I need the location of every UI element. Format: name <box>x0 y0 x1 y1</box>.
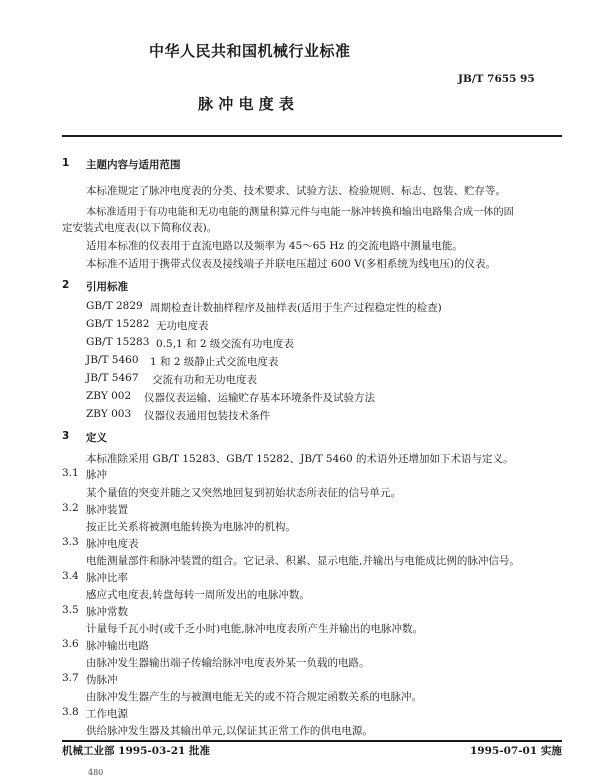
section-1-paragraph: 定安装式电度表(以下简称仪表)。 <box>62 222 218 234</box>
definition-term: 脉冲输出电路 <box>86 640 149 652</box>
section-1-paragraph: 适用本标准的仪表用于直流电路以及频率为 45～65 Hz 的交流电路中测量电能。 <box>86 240 463 252</box>
definition-term: 脉冲电度表 <box>86 538 139 550</box>
reference-code: GB/T 15282 <box>86 318 150 330</box>
implementation-line: 1995-07-01 实施 <box>470 745 562 757</box>
reference-title: 仪器仪表通用包装技术条件 <box>144 410 270 422</box>
reference-code: GB/T 2829 <box>86 300 143 312</box>
document-title: 脉 冲 电 度 表 <box>198 95 294 113</box>
definition-term: 伪脉冲 <box>86 674 118 686</box>
definition-number: 3.7 <box>62 672 79 684</box>
definition-text: 由脉冲发生器输出端子传输给脉冲电度表外某一负载的电路。 <box>86 657 370 669</box>
section-1-paragraph: 本标准不适用于携带式仪表及接线端子并联电压超过 600 V(多相系统为线电压)的仪表。 <box>86 258 496 270</box>
footer-rule <box>62 740 562 742</box>
standard-category: 中华人民共和国机械行业标准 <box>149 42 351 60</box>
section-1-paragraph: 本标准规定了脉冲电度表的分类、技术要求、试验方法、检验规则、标志、包装、贮存等。 <box>86 185 506 197</box>
definition-number: 3.5 <box>62 604 79 616</box>
page-number: 480 <box>88 768 104 777</box>
definition-term: 脉冲装置 <box>86 504 128 516</box>
definition-number: 3.6 <box>62 638 79 650</box>
reference-code: ZBY 002 <box>86 390 132 402</box>
definition-number: 3.3 <box>62 536 79 548</box>
section-3-heading: 定义 <box>86 432 107 444</box>
reference-title: 无功电度表 <box>156 320 209 332</box>
section-2-heading: 引用标准 <box>86 281 128 293</box>
reference-title: 0.5,1 和 2 级交流有功电度表 <box>156 338 294 350</box>
definition-number: 3.8 <box>62 706 79 718</box>
reference-code: JB/T 5460 <box>86 354 139 366</box>
reference-title: 仪器仪表运输、运输贮存基本环境条件及试验方法 <box>144 392 375 404</box>
section-2-number: 2 <box>62 279 70 291</box>
approval-line: 机械工业部 1995-03-21 批准 <box>62 745 210 757</box>
header-rule <box>62 135 562 137</box>
definition-text: 由脉冲发生器产生的与被测电能无关的或不符合规定函数关系的电脉冲。 <box>86 691 422 703</box>
definition-term: 脉冲比率 <box>86 572 128 584</box>
definition-text: 某个量值的突变并随之又突然地回复到初始状态所表征的信号单元。 <box>86 487 401 499</box>
section-1-number: 1 <box>62 157 70 169</box>
reference-code: ZBY 003 <box>86 408 132 420</box>
definition-number: 3.4 <box>62 570 79 582</box>
section-1-heading: 主题内容与适用范围 <box>86 159 181 171</box>
section-3-number: 3 <box>62 430 70 442</box>
section-1-paragraph: 本标准适用于有功电能和无功电能的测量积算元件与电能一脉冲转换和输出电路集合成一体的固 <box>86 207 514 218</box>
reference-title: 1 和 2 级静止式交流电度表 <box>150 356 279 368</box>
section-3-intro: 本标准除采用 GB/T 15283、GB/T 15282、JB/T 5460 的术语外还增加如下术语与定义。 <box>86 453 514 465</box>
definition-text: 计量每千瓦小时(或千乏小时)电能,脉冲电度表所产生并输出的电脉冲数。 <box>86 623 424 635</box>
definition-text: 按正比关系将被测电能转换为电脉冲的机构。 <box>86 521 296 533</box>
reference-title: 交流有功和无功电度表 <box>152 374 257 386</box>
definition-term: 脉冲 <box>86 469 107 481</box>
reference-code: JB/T 5467 <box>86 372 139 384</box>
definition-text: 电能测量部件和脉冲装置的组合。它记录、积累、显示电能,并输出与电能成比例的脉冲信号。 <box>86 555 520 567</box>
standard-number: JB/T 7655 95 <box>458 73 535 85</box>
definition-term: 工作电源 <box>86 708 128 720</box>
definition-number: 3.1 <box>62 467 79 479</box>
definition-text: 感应式电度表,转盘每转一周所发出的电脉冲数。 <box>86 589 310 601</box>
reference-code: GB/T 15283 <box>86 336 150 348</box>
definition-text: 供给脉冲发生器及其输出单元,以保证其正常工作的供电电源。 <box>86 725 373 737</box>
definition-number: 3.2 <box>62 502 79 514</box>
definition-term: 脉冲常数 <box>86 606 128 618</box>
reference-title: 周期检查计数抽样程序及抽样表(适用于生产过程稳定性的检查) <box>150 302 442 314</box>
